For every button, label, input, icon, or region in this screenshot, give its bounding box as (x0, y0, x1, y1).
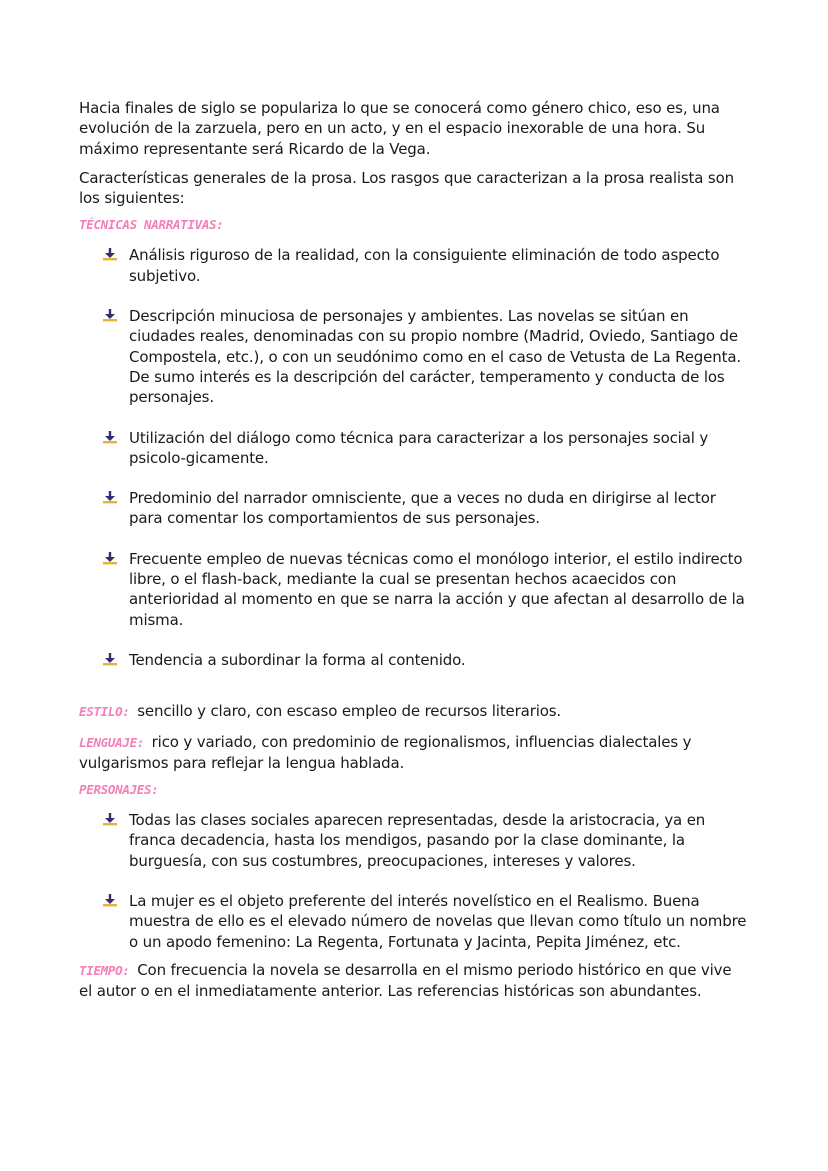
arrow-down-bullet-icon (103, 431, 117, 445)
arrow-down-bullet-icon (103, 248, 117, 262)
tecnica-text: Frecuente empleo de nuevas técnicas como el monólogo interior, el estilo indirecto libre, o el flash-back, mediante la cual se presentan hechos acaecidos con anterioridad al momento en que se narra la acción y que afectan al desarrollo de la misma. (129, 549, 745, 629)
estilo-heading: ESTILO: (79, 704, 130, 720)
arrow-down-bullet-icon (103, 653, 117, 667)
lenguaje-paragraph (79, 732, 749, 774)
tecnica-text: Descripción minuciosa de personajes y ambientes. Las novelas se sitúan en ciudades reales, denominadas con su propio nombre (Madrid, Oviedo, Santiago de Compostela, etc.), o con un seudónimo como en el caso de Vetusta de La Regenta. De sumo interés es la descripción del carácter, temperamento y conducta de los personajes. (129, 307, 741, 407)
list-item (103, 650, 749, 670)
list-item (103, 245, 749, 286)
personajes-list (79, 810, 749, 952)
tiempo-text: Con frecuencia la novela se desarrolla en el mismo periodo histórico en que vive el autor o en el inmediatamente anterior. Las referencias históricas son abundantes. (79, 960, 732, 1001)
tecnica-text: Análisis riguroso de la realidad, con la consiguiente eliminación de todo aspecto subjetivo. (129, 246, 720, 285)
personaje-text: Todas las clases sociales aparecen representadas, desde la aristocracia, ya en franca decadencia, hasta los mendigos, pasando por la clase dominante, la burguesía, con sus costumbres, preocupaciones, intereses y valores. (129, 811, 706, 870)
list-item (103, 891, 749, 952)
tiempo-paragraph (79, 960, 749, 1002)
lenguaje-heading: LENGUAJE: (79, 734, 145, 750)
list-item (103, 810, 749, 871)
tecnica-text: Utilización del diálogo como técnica para caracterizar a los personajes social y psicolo-gicamente. (129, 428, 709, 467)
tecnica-text: Predominio del narrador omnisciente, que a veces no duda en dirigirse al lector para comentar los comportamientos de sus personajes. (129, 489, 716, 528)
list-item (103, 488, 749, 529)
tecnicas-list (79, 245, 749, 670)
tecnicas-narrativas-heading: TÉCNICAS NARRATIVAS: (79, 217, 224, 233)
arrow-down-bullet-icon (103, 552, 117, 566)
intro-paragraph: Hacia finales de siglo se populariza lo que se conocerá como género chico, eso es, una evolución de la zarzuela, pero en un acto, y en el espacio inexorable de una hora. Su máximo representante será Ricardo de la Vega. (79, 99, 720, 158)
tiempo-heading: TIEMPO: (79, 962, 130, 978)
document-content (79, 98, 749, 1011)
lenguaje-text: rico y variado, con predominio de regionalismos, influencias dialectales y vulgarismos para reflejar la lengua hablada. (79, 732, 692, 772)
estilo-paragraph (79, 701, 749, 722)
estilo-text: sencillo y claro, con escaso empleo de recursos literarios. (137, 702, 562, 721)
characteristics-paragraph: Características generales de la prosa. Los rasgos que caracterizan a la prosa realista son los siguientes: (79, 168, 734, 208)
arrow-down-bullet-icon (103, 309, 117, 323)
list-item (103, 428, 749, 469)
list-item (103, 549, 749, 630)
list-item (103, 306, 749, 407)
tecnica-text: Tendencia a subordinar la forma al contenido. (129, 650, 466, 669)
arrow-down-bullet-icon (103, 813, 117, 827)
personaje-text: La mujer es el objeto preferente del interés novelístico en el Realismo. Buena muestra de ello es el elevado número de novelas que llevan como título un nombre o un apodo femenino: La Regenta, Fortunata y Jacinta, Pepita Jiménez, etc. (129, 892, 747, 951)
arrow-down-bullet-icon (103, 894, 117, 908)
personajes-heading: PERSONAJES: (79, 782, 159, 798)
arrow-down-bullet-icon (103, 491, 117, 505)
